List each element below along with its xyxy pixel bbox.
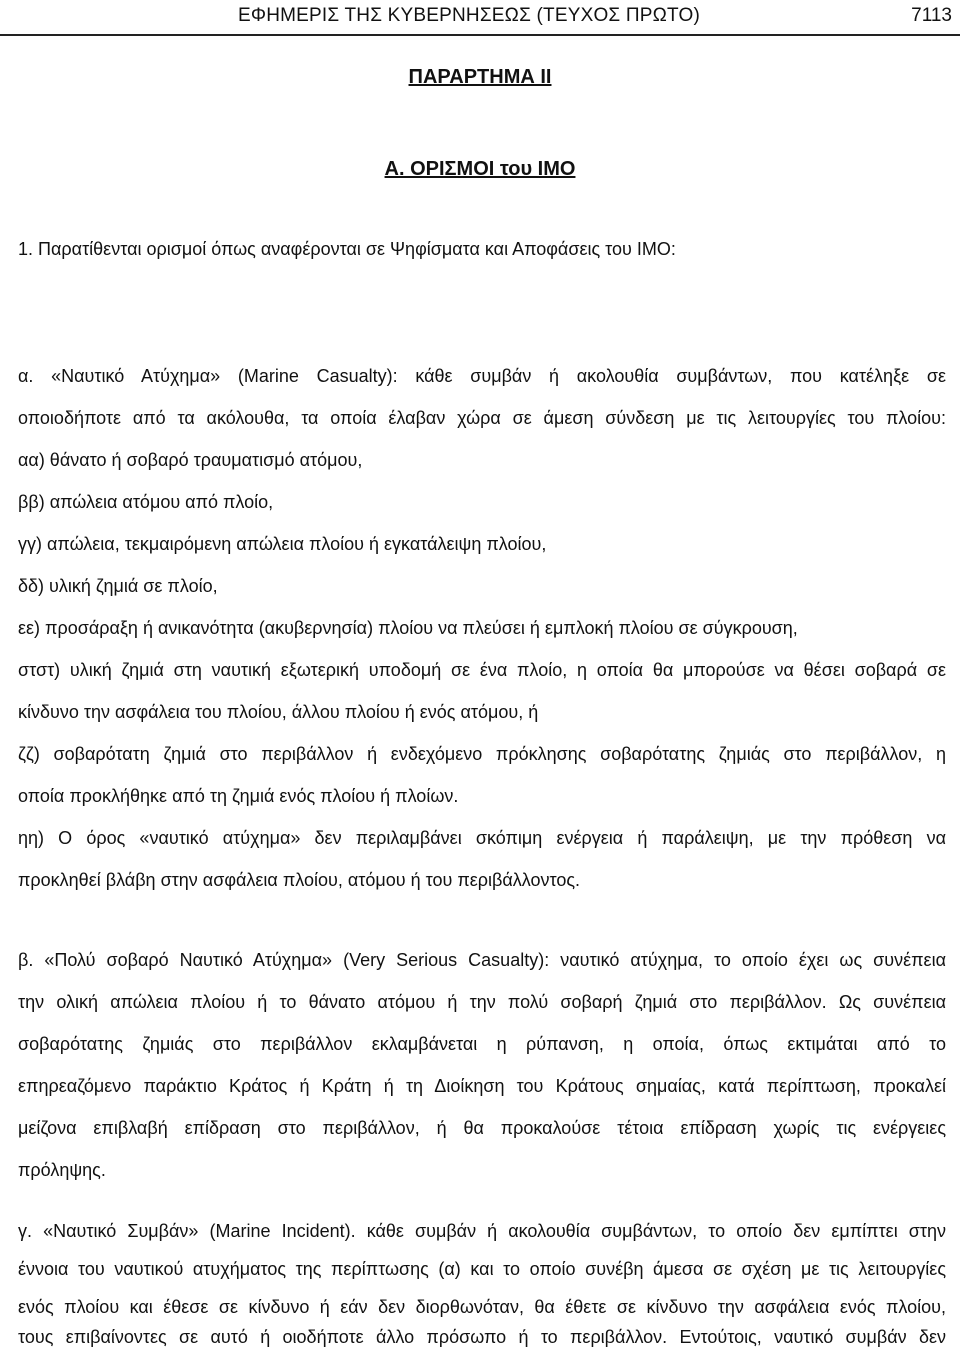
text-line: επηρεαζόμενο παράκτιο Κράτος ή Κράτη ή τη Διοίκηση του Κράτους σημαίας, κατά περίπτωση, προκαλεί bbox=[18, 1076, 946, 1096]
text-line: δδ) υλική ζημιά σε πλοίο, bbox=[18, 576, 218, 596]
text-line: τους επιβαίνοντες σε αυτό ή οιοδήποτε άλλο πρόσωπο ή το περιβάλλον. Εντούτοις, ναυτικό συμβάν δεν bbox=[18, 1327, 946, 1347]
text-line: α. «Ναυτικό Ατύχημα» (Marine Casualty): κάθε συμβάν ή ακολουθία συμβάντων, που κατέληξε σε bbox=[18, 366, 946, 386]
text-line: οποιοδήποτε από τα ακόλουθα, τα οποία έλαβαν χώρα σε άμεση σύνδεση με τις λειτουργίες του πλοίου: bbox=[18, 408, 946, 428]
annex-title: ΠΑΡΑΡΤΗΜΑ II bbox=[408, 66, 552, 88]
text-line: πρόληψης. bbox=[18, 1160, 106, 1180]
text-line: β. «Πολύ σοβαρό Ναυτικό Ατύχημα» (Very Serious Casualty): ναυτικό ατύχημα, το οποίο έχει ως συνέπεια bbox=[18, 950, 946, 970]
page-number: 7113 bbox=[911, 5, 952, 26]
text-line: ζζ) σοβαρότατη ζημιά στο περιβάλλον ή ενδεχόμενο πρόκλησης σοβαρότατης ζημιάς στο περιβάλλον, η bbox=[18, 744, 946, 764]
text-line: ββ) απώλεια ατόμου από πλοίο, bbox=[18, 492, 274, 512]
text-line: εε) προσάραξη ή ανικανότητα (ακυβερνησία) πλοίου να πλεύσει ή εμπλοκή πλοίου σε σύγκρουση, bbox=[18, 618, 798, 638]
text-line: οποία προκλήθηκε από τη ζημιά ενός πλοίου ή πλοίων. bbox=[18, 786, 459, 806]
intro-paragraph: 1. Παρατίθενται ορισμοί όπως αναφέρονται σε Ψηφίσματα και Αποφάσεις του ΙΜΟ: bbox=[18, 239, 676, 259]
text-line: την ολική απώλεια πλοίου ή το θάνατο ατόμου ή την πολύ σοβαρή ζημιά στο περιβάλλον. Ως συνέπεια bbox=[18, 992, 946, 1012]
text-line: έννοια του ναυτικού ατυχήματος της περίπτωσης (α) και το οποίο συνέβη άμεσα σε σχέση με τις λειτουργίες bbox=[18, 1259, 946, 1279]
section-title: Α. ΟΡΙΣΜΟΙ του ΙΜΟ bbox=[384, 158, 576, 180]
text-line: γγ) απώλεια, τεκμαιρόμενη απώλεια πλοίου ή εγκατάλειψη πλοίου, bbox=[18, 534, 547, 554]
text-line: αα) θάνατο ή σοβαρό τραυματισμό ατόμου, bbox=[18, 450, 363, 470]
text-line: προκληθεί βλάβη στην ασφάλεια πλοίου, ατόμου ή του περιβάλλοντος. bbox=[18, 870, 581, 890]
text-line: ενός πλοίου και έθεσε σε κίνδυνο ή εάν δεν διορθωνόταν, θα έθετε σε κίνδυνο την ασφάλεια ενός πλοίου, bbox=[18, 1297, 946, 1317]
text-line: γ. «Ναυτικό Συμβάν» (Marine Incident). κάθε συμβάν ή ακολουθία συμβάντων, το οποίο δεν εμπίπτει στην bbox=[18, 1221, 946, 1241]
page-header bbox=[0, 0, 960, 36]
text-line: κίνδυνο την ασφάλεια του πλοίου, άλλου πλοίου ή ενός ατόμου, ή bbox=[18, 702, 539, 722]
text-line: ηη) Ο όρος «ναυτικό ατύχημα» δεν περιλαμβάνει σκόπιμη ενέργεια ή παράλειψη, με την πρόθεση να bbox=[18, 828, 946, 848]
text-line: στστ) υλική ζημιά στη ναυτική εξωτερική υποδομή σε ένα πλοίο, η οποία θα μπορούσε να θέσει σοβαρά σε bbox=[18, 660, 946, 680]
text-line: σοβαρότατης ζημιάς στο περιβάλλον εκλαμβάνεται η ρύπανση, η οποία, όπως εκτιμάται από το bbox=[18, 1034, 946, 1054]
text-line: μείζονα επιβλαβή επίδραση στο περιβάλλον, ή θα προκαλούσε τέτοια επίδραση χωρίς τις ενέργειες bbox=[18, 1118, 946, 1138]
gazette-title: ΕΦΗΜΕΡΙΣ ΤΗΣ ΚΥΒΕΡΝΗΣΕΩΣ (ΤΕΥΧΟΣ ΠΡΩΤΟ) bbox=[238, 5, 701, 26]
